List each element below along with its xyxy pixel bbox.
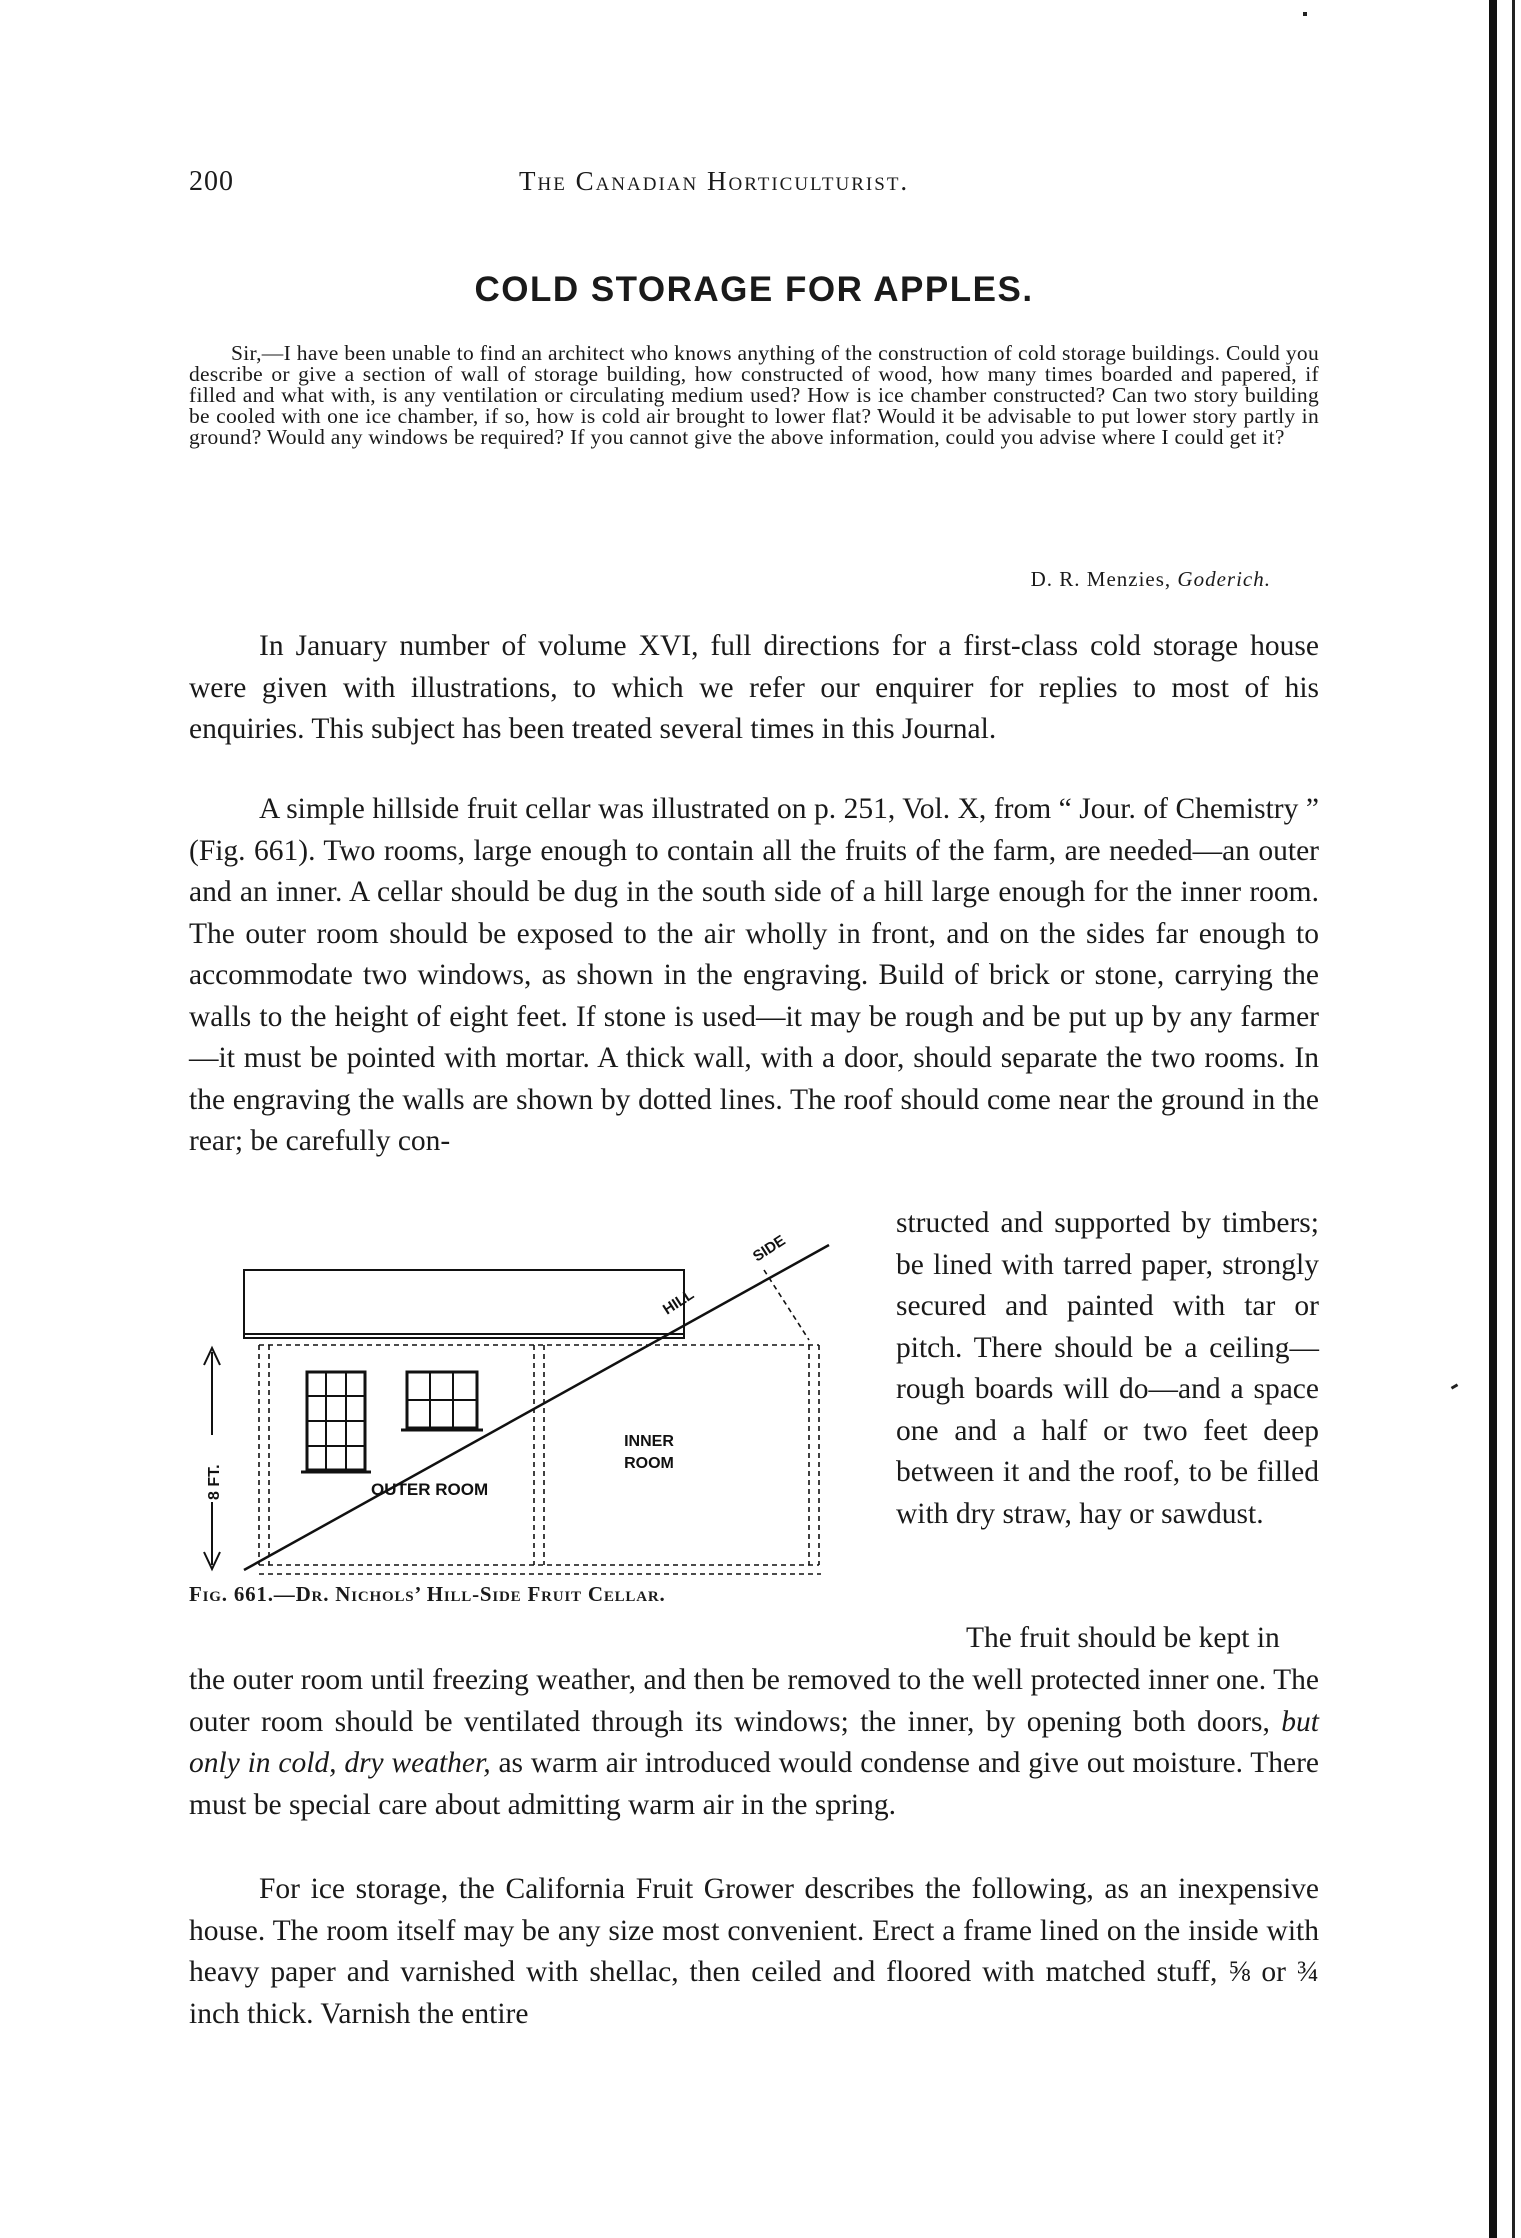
paragraph-3-text-a: the outer room until freezing weather, and then be removed to the well protected inner one. The outer room should be ventilated through its windows; the inner, by opening both doors, xyxy=(189,1664,1319,1738)
scan-speck xyxy=(1451,1383,1459,1389)
reader-letter: Sir,—I have been unable to find an architect who knows anything of the construction of cold storage buildings. Could you describe or give a section of wall of storage building, how constructed of wood, how many times boarded and papered, if filled and what with, is any ventilation or circulating medium used? How is ice chamber constructed? Can two story building be cooled with one ice chamber, if so, how is cold air brought to lower flat? Would it be advisable to put lower story partly in ground? Would any windows be required? If you cannot give the above information, could you advise where I could get it? xyxy=(189,341,1319,449)
page-number: 200 xyxy=(189,166,234,197)
cellar-diagram xyxy=(189,1210,869,1580)
signature-name: D. R. Menzies, xyxy=(1030,567,1172,591)
running-head xyxy=(189,166,1319,206)
paragraph-3-italic: but only in cold, dry weather, xyxy=(189,1705,1319,1779)
label-side: SIDE xyxy=(749,1232,789,1266)
paragraph-3-start: The fruit should be kept in xyxy=(966,1622,1280,1654)
label-inner-room: ROOM xyxy=(624,1455,674,1472)
height-arrow xyxy=(204,1348,220,1569)
letter-signature xyxy=(189,567,1271,592)
hillside-line xyxy=(244,1245,829,1570)
figure-caption-prefix: Fig. 661.— xyxy=(189,1582,296,1606)
window-right xyxy=(401,1372,483,1430)
scan-speck xyxy=(1303,12,1307,16)
cellar-figure xyxy=(189,1210,869,1580)
paragraph-2: A simple hillside fruit cellar was illustrated on p. 251, Vol. X, from “ Jour. of Chemistry ” (Fig. 661). Two rooms, large enough to contain all the fruits of the farm, are needed—an outer and an inner. A cellar should be dug in the south side of a hill large enough for the inner room. The outer room should be exposed to the air wholly in front, and on the sides far enough to accommodate two windows, as shown in the engraving. Build of brick or stone, carrying the walls to the height of eight feet. If stone is used—it may be rough and be put up by any farmer—it must be pointed with mortar. A thick wall, with a door, should separate the two rooms. In the engraving the walls are shown by dotted lines. The roof should come near the ground in the rear; be carefully con- xyxy=(189,793,1319,1157)
roof-slab xyxy=(244,1270,684,1338)
article-title: COLD STORAGE FOR APPLES. xyxy=(474,270,1034,309)
figure-caption xyxy=(189,1582,869,1607)
paragraph-4: For ice storage, the California Fruit Grower describes the following, as an inexpensive house. The room itself may be any size most convenient. Erect a frame lined on the inside with heavy paper and varnished with shellac, then ceiled and floored with matched stuff, ⅝ or ¾ inch thick. Varnish the entire xyxy=(189,1873,1319,2030)
page-edge-line xyxy=(1512,0,1515,2238)
paragraph-1: In January number of volume XVI, full directions for a first-class cold storage house were given with illustrations, to which we refer our enquirer for replies to most of his enquiries. This subject has been treated several times in this Journal. xyxy=(189,630,1319,745)
page-edge-shadow xyxy=(1489,0,1497,2238)
label-hill: HILL xyxy=(659,1285,698,1319)
journal-title: The Canadian Horticulturist. xyxy=(519,166,910,196)
paragraph-2-wrap-column: structed and supported by timbers; be lined with tarred paper, strongly secured and painted with tar or pitch. There should be a ceiling—rough boards will do—and a space one and a half or two feet deep between it and the roof, to be filled with dry straw, hay or sawdust. xyxy=(896,1207,1319,1530)
figure-caption-title: Dr. Nichols’ Hill-Side Fruit Cellar. xyxy=(295,1582,666,1606)
label-inner: INNER xyxy=(624,1433,674,1450)
paragraph-3 xyxy=(189,1660,1319,1826)
paragraph-3-text-b: as warm air introduced would condense and give out moisture. There must be special care about admitting warm air in the spring. xyxy=(189,1747,1319,1821)
window-left xyxy=(301,1372,371,1472)
signature-place: Goderich. xyxy=(1177,567,1271,591)
label-height: 8 FT. xyxy=(206,1464,223,1500)
label-outer-room: OUTER ROOM xyxy=(371,1480,489,1499)
